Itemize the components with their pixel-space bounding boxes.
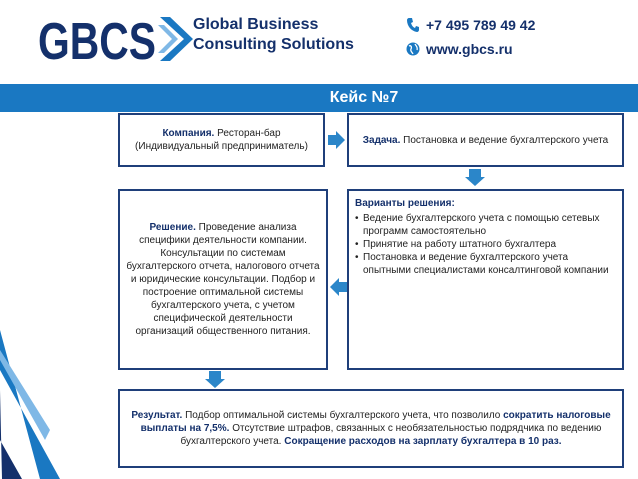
result-bold1: сократить налоговые выплаты на 7,5%. bbox=[140, 410, 611, 434]
arrow-down-1 bbox=[465, 169, 485, 186]
gbcs-logo bbox=[38, 11, 193, 67]
arrow-right-1 bbox=[328, 131, 345, 149]
website-url: www.gbcs.ru bbox=[426, 41, 513, 57]
company-name-line1: Global Business bbox=[193, 16, 319, 33]
option-text: Ведение бухгалтерского учета с помощью сетевых программ самостоятельно bbox=[363, 213, 600, 237]
result-bold2: Сокращение расходов на зарплату бухгалтера в 10 раз. bbox=[284, 436, 562, 447]
option-item: • Ведение бухгалтерского учета с помощью сетевых программ самостоятельно bbox=[355, 212, 616, 238]
task-text: Постановка и ведение бухгалтерского учета bbox=[403, 134, 609, 146]
company-name bbox=[193, 15, 354, 55]
options-title: Варианты решения: bbox=[355, 198, 455, 209]
solution-label: Решение. bbox=[149, 222, 196, 233]
result-part2: Отсутствие штрафов, связанных с необязательностью подрядчика по ведению бухгалтерского учета. bbox=[180, 423, 602, 447]
company-type: Ресторан-бар bbox=[217, 128, 281, 139]
options-box bbox=[347, 189, 624, 370]
result-label: Результат. bbox=[131, 410, 183, 421]
company-line1 bbox=[162, 127, 280, 140]
result-box bbox=[118, 389, 624, 468]
globe-icon bbox=[406, 42, 420, 56]
task-text-line bbox=[363, 134, 609, 147]
option-text: Принятие на работу штатного бухгалтера bbox=[363, 239, 557, 250]
company-label: Компания. bbox=[162, 128, 215, 139]
arrow-down-2 bbox=[205, 371, 225, 388]
phone-number: +7 495 789 49 42 bbox=[426, 17, 536, 33]
phone-contact[interactable] bbox=[406, 17, 535, 33]
solution-box bbox=[118, 189, 328, 370]
solution-description: Проведение анализа специфики деятельности компании. Консультации по системам бухгалтерского отчета, налогового отчета и юридические консультации. Подбор и построение оптимальной системы бухгалтерского учета, с учетом специфической деятельности организаций общественного питания. bbox=[126, 222, 320, 337]
solution-text bbox=[124, 221, 322, 338]
svg-text:GBCS: GBCS bbox=[38, 13, 156, 67]
company-box bbox=[118, 113, 325, 167]
phone-icon bbox=[406, 17, 420, 33]
result-part1: Подбор оптимальной системы бухгалтерского учета, что позволило bbox=[185, 410, 501, 421]
company-name-line2: Consulting Solutions bbox=[193, 36, 354, 53]
case-title: Кейс №7 bbox=[329, 89, 399, 106]
task-label: Задача. bbox=[362, 134, 401, 146]
option-item: • Принятие на работу штатного бухгалтера bbox=[355, 239, 557, 250]
website-contact[interactable] bbox=[406, 41, 513, 57]
decorative-stripes bbox=[0, 330, 60, 479]
company-line2: (Индивидуальный предприниматель) bbox=[135, 141, 308, 152]
arrow-left-1 bbox=[330, 278, 347, 296]
result-text bbox=[128, 409, 614, 448]
option-text: Постановка и ведение бухгалтерского учета опытными специалистами консалтинговой компании bbox=[363, 252, 609, 276]
task-box bbox=[347, 113, 624, 167]
option-item: • Постановка и ведение бухгалтерского учета опытными специалистами консалтинговой компании bbox=[355, 251, 616, 277]
